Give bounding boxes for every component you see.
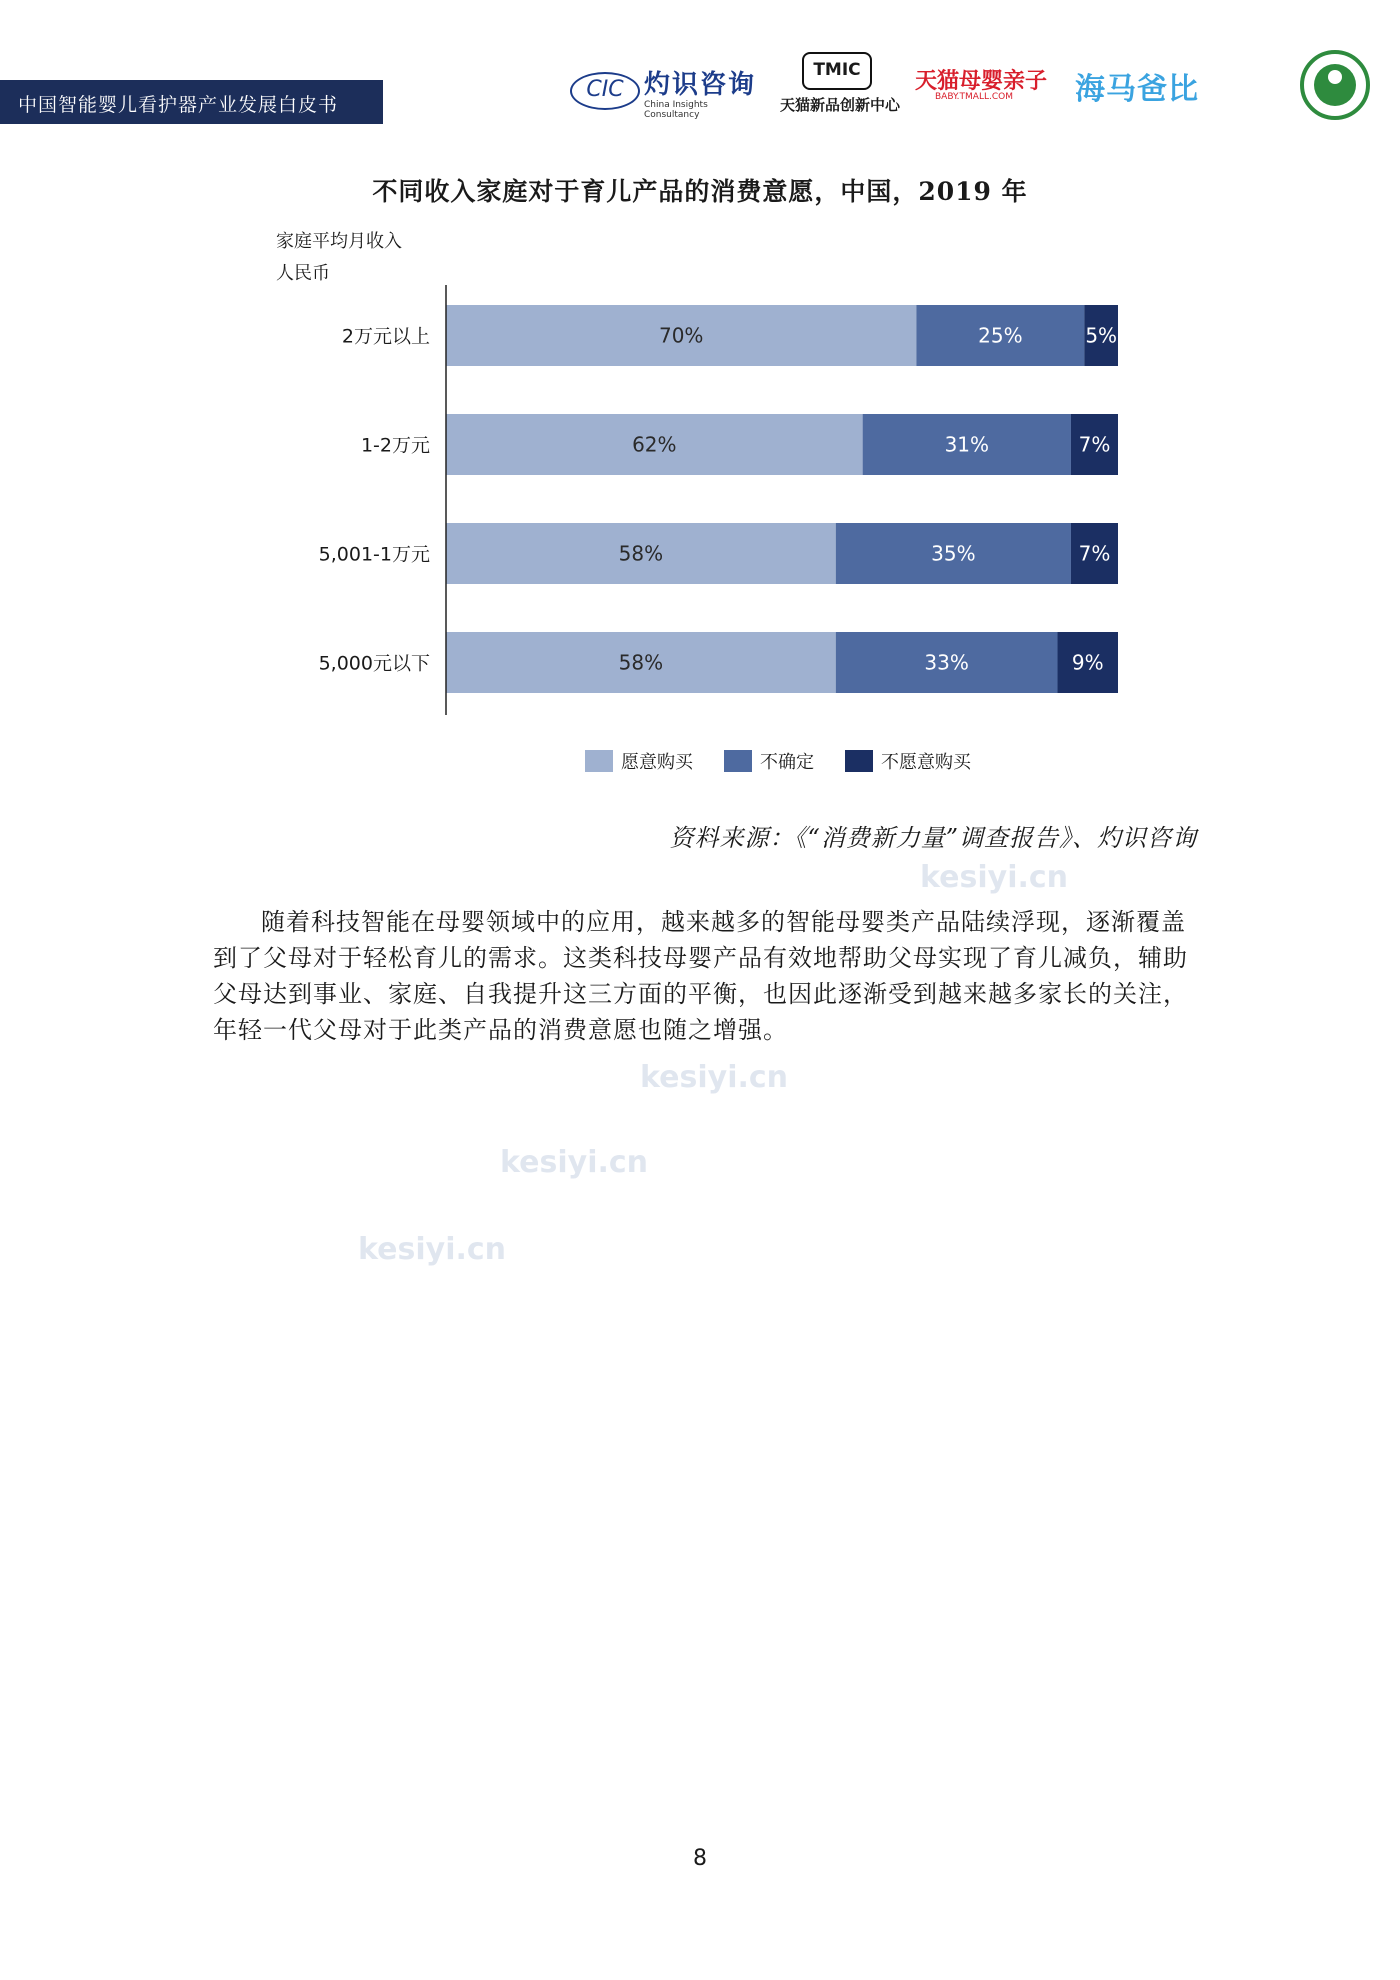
data-label: 35%: [931, 541, 976, 566]
data-label: 5%: [1085, 323, 1118, 348]
category-label: 2万元以上: [341, 325, 430, 348]
category-label: 5,001-1万元: [318, 543, 430, 566]
legend-label: 不确定: [760, 752, 814, 773]
sepda-seal-icon: [1300, 50, 1370, 130]
hippo-papa-logo: [1075, 50, 1205, 130]
tmic-mark: TMIC: [802, 52, 872, 90]
legend-label: 愿意购买: [621, 752, 693, 773]
data-label: 7%: [1078, 541, 1111, 566]
data-label: 33%: [924, 650, 969, 675]
legend-swatch: [845, 750, 873, 772]
data-label: 58%: [618, 541, 664, 566]
data-label: 9%: [1071, 650, 1104, 675]
watermark: kesiyi.cn: [500, 1145, 649, 1180]
chart-source: 资料来源：《“消费新力量”调查报告》、灼识咨询: [669, 824, 1197, 852]
header-band: [0, 80, 383, 124]
partner-logos: [570, 50, 1370, 130]
hippo-papa-name: 海马爸比: [1075, 72, 1199, 107]
tmall-baby-logo: [915, 50, 1055, 130]
data-label: 62%: [632, 432, 677, 457]
legend-swatch: [724, 750, 752, 772]
legend-label: 不愿意购买: [881, 752, 971, 773]
cic-logo: [570, 50, 760, 130]
data-label: 7%: [1078, 432, 1111, 457]
page-number: 8: [693, 1846, 707, 1871]
tmall-baby-url: BABY.TMALL.COM: [935, 92, 1013, 102]
watermark: kesiyi.cn: [920, 860, 1069, 895]
stacked-bar-chart: [0, 280, 1400, 790]
data-label: 58%: [618, 650, 664, 675]
data-label: 70%: [658, 323, 704, 348]
category-label: 5,000元以下: [318, 652, 430, 675]
tmall-baby-name: 天猫母婴亲子: [915, 69, 1048, 94]
watermark: kesiyi.cn: [358, 1232, 507, 1267]
chart-y-axis-label: 家庭平均月收入 人民币: [276, 231, 402, 284]
document-title: 中国智能婴儿看护器产业发展白皮书: [18, 94, 339, 116]
legend-swatch: [585, 750, 613, 772]
cic-mark: CIC: [570, 72, 640, 110]
tmic-logo: [780, 50, 900, 130]
watermark: kesiyi.cn: [640, 1060, 789, 1095]
body-paragraph: 随着科技智能在母婴领域中的应用，越来越多的智能母婴类产品陆续浮现，逐渐覆盖到了父母对于轻松育儿的需求。这类科技母婴产品有效地帮助父母实现了育儿减负，辅助父母达到事业、家庭、自我提升这三方面的平衡，也因此逐渐受到越来越多家长的关注，年轻一代父母对于此类产品的消费意愿也随之增强。: [213, 908, 1188, 1044]
cic-english-name: China Insights Consultancy: [644, 100, 708, 120]
chart-title: 不同收入家庭对于育儿产品的消费意愿，中国，2019 年: [372, 177, 1028, 206]
data-label: 25%: [978, 323, 1023, 348]
category-label: 1-2万元: [360, 434, 430, 457]
tmic-name: 天猫新品创新中心: [780, 96, 901, 114]
data-label: 31%: [944, 432, 990, 457]
cic-name: 灼识咨询: [644, 70, 757, 100]
